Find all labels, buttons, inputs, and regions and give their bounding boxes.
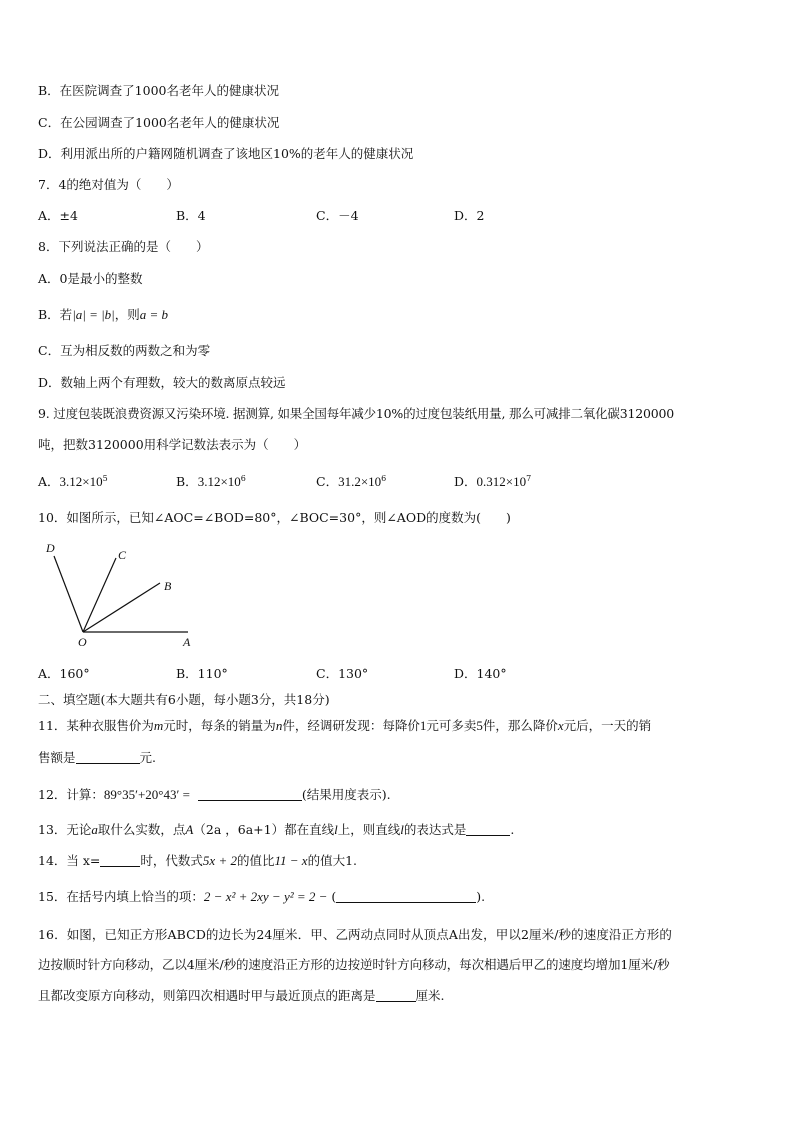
q15-line — [38, 889, 485, 905]
q10-option-a: A．160° — [38, 666, 90, 681]
q13-var-l-2: l — [400, 822, 404, 837]
q14-expr-1: 5x + 2 — [202, 853, 237, 868]
q9-option-a-label: A． — [38, 474, 60, 489]
q10-option-b: B．110° — [176, 666, 228, 681]
q11-text-4: 元可多卖 — [426, 718, 477, 733]
q9-stem-line1: 9. 过度包装既浪费资源又污染环境. 据测算, 如果全国每年减少10%的过度包装纸用量, 那么可减排二氧化碳3120000 — [38, 406, 674, 421]
q13-text-5: 的表达式是 — [403, 822, 467, 837]
q13-var-a: a — [91, 822, 98, 837]
q9-stem-line2: 吨，把数3120000用科学记数法表示为（ ） — [38, 437, 307, 452]
q13-text-4: 上，则直线 — [337, 822, 401, 837]
q10-option-c: C．130° — [316, 666, 369, 681]
q7-option-d: D．2 — [454, 208, 485, 223]
q14-text-4: 的值大1. — [307, 853, 357, 868]
label-d: D — [46, 541, 55, 555]
q7-stem: 7．4的绝对值为（ ） — [38, 177, 179, 192]
q13-text-2: 取什么实数，点 — [97, 822, 186, 837]
q9-option-b-exponent: 6 — [240, 474, 246, 483]
q11-text-8: 元. — [139, 750, 156, 765]
q12-answer-blank[interactable] — [198, 788, 302, 801]
q15-text-1: 15．在括号内填上恰当的项： — [38, 889, 204, 904]
label-c: C — [118, 548, 127, 562]
q8-option-b-expr: |a| = |b| — [72, 307, 115, 322]
q9-option-c — [316, 474, 386, 490]
q9-option-d-label: D． — [454, 474, 477, 489]
q9-option-a-value: 3.12×10 — [59, 474, 103, 489]
q14-text-3: 的值比 — [236, 853, 275, 868]
q11-var-x: x — [557, 718, 564, 733]
q8-option-a: A．0是最小的整数 — [38, 271, 143, 286]
ray-od — [54, 556, 83, 632]
q11-text-6: 元后，一天的销 — [563, 718, 652, 733]
option-b-survey: B．在医院调查了1000名老年人的健康状况 — [38, 83, 279, 98]
q11-text-5: 件，那么降价 — [482, 718, 558, 733]
q7-option-b: B．4 — [176, 208, 206, 223]
q8-stem: 8．下列说法正确的是（ ） — [38, 239, 209, 254]
q11-text-3: 件，经调研发现：每降价 — [282, 718, 420, 733]
q13-point-a: A — [185, 822, 194, 837]
q7-option-a: A．±4 — [38, 208, 78, 223]
q11-num-1: 1 — [419, 718, 427, 733]
q13-var-l: l — [334, 822, 338, 837]
q8-option-c: C．互为相反数的两数之和为零 — [38, 343, 211, 358]
q8-option-b-prefix: B．若 — [38, 307, 73, 322]
q13-text-3: （2a ，6a+1）都在直线 — [193, 822, 335, 837]
q9-option-c-exponent: 6 — [381, 474, 387, 483]
section-heading: 二、填空题(本大题共有6小题，每小题3分，共18分) — [38, 692, 330, 707]
q9-option-b-label: B． — [176, 474, 198, 489]
q11-var-m: m — [153, 718, 164, 733]
label-a: A — [183, 635, 191, 649]
label-o: O — [78, 635, 87, 649]
q11-var-n: n — [275, 718, 283, 733]
q13-text-1: 13．无论 — [38, 822, 92, 837]
q12-text-2: (结果用度表示). — [301, 787, 391, 802]
q9-option-b-value: 3.12×10 — [197, 474, 241, 489]
q12-expression: 89°35′+20°43′ = — [103, 787, 190, 802]
q15-answer-blank[interactable] — [336, 890, 476, 903]
q9-option-d — [454, 474, 531, 490]
q8-option-d: D．数轴上两个有理数，较大的数离原点较远 — [38, 375, 286, 390]
q15-expression: 2 − x² + 2xy − y² = 2 − — [203, 889, 328, 904]
q9-option-d-value: 0.312×10 — [476, 474, 527, 489]
q15-open-paren: ( — [331, 889, 337, 904]
q11-num-5: 5 — [476, 718, 483, 733]
q15-close-paren: ). — [476, 889, 486, 904]
q13-text-6: . — [510, 822, 515, 837]
q11-line1 — [38, 718, 651, 734]
q8-option-b-mid: ，则 — [114, 307, 140, 322]
q9-option-c-value: 31.2×10 — [338, 474, 382, 489]
q10-option-d: D．140° — [454, 666, 507, 681]
q16-line1: 16．如图，已知正方形ABCD的边长为24厘米．甲、乙两动点同时从顶点A出发，甲以2厘米/秒的速度沿正方形的 — [38, 927, 672, 942]
q11-text-2: 元时，每条的销量为 — [163, 718, 276, 733]
q8-option-b-expr2: a = b — [139, 307, 169, 322]
q7-option-c: C．－4 — [316, 208, 359, 223]
q14-expr-2: 11 − x — [274, 853, 308, 868]
q14-text-1: 14．当 x= — [38, 853, 101, 868]
q9-option-a — [38, 474, 108, 490]
q11-line2 — [38, 750, 156, 766]
q14-line — [38, 853, 357, 869]
q9-option-d-exponent: 7 — [526, 474, 532, 483]
q13-answer-blank[interactable] — [466, 823, 510, 836]
q9-option-a-exponent: 5 — [102, 474, 108, 483]
q16-text-2: 厘米. — [415, 988, 445, 1003]
q13-line — [38, 822, 514, 838]
q16-answer-blank[interactable] — [376, 989, 416, 1002]
q12-text-1: 12．计算： — [38, 787, 104, 802]
q9-option-b — [176, 474, 246, 490]
q10-stem: 10．如图所示，已知∠AOC=∠BOD=80°，∠BOC=30°，则∠AOD的度数为( ) — [38, 510, 511, 525]
option-c-survey: C．在公园调查了1000名老年人的健康状况 — [38, 115, 280, 130]
q14-text-2: 时，代数式 — [140, 853, 203, 868]
q8-option-b — [38, 307, 168, 323]
q14-answer-blank[interactable] — [100, 854, 140, 867]
q9-option-c-label: C． — [316, 474, 339, 489]
q16-text-1: 且都改变原方向移动，则第四次相遇时甲与最近顶点的距离是 — [38, 988, 376, 1003]
q16-line2: 边按顺时针方向移动，乙以4厘米/秒的速度沿正方形的边按逆时针方向移动，每次相遇后甲乙的速度均增加1厘米/秒 — [38, 957, 670, 972]
q12-line — [38, 787, 391, 803]
q11-text-1: 11．某种衣服售价为 — [38, 718, 154, 733]
q11-answer-blank[interactable] — [76, 751, 140, 764]
q11-text-7: 售额是 — [38, 750, 76, 765]
angle-diagram — [38, 538, 208, 656]
label-b: B — [164, 579, 172, 593]
q16-line3 — [38, 988, 445, 1004]
option-d-survey: D．利用派出所的户籍网随机调查了该地区10%的老年人的健康状况 — [38, 146, 414, 161]
